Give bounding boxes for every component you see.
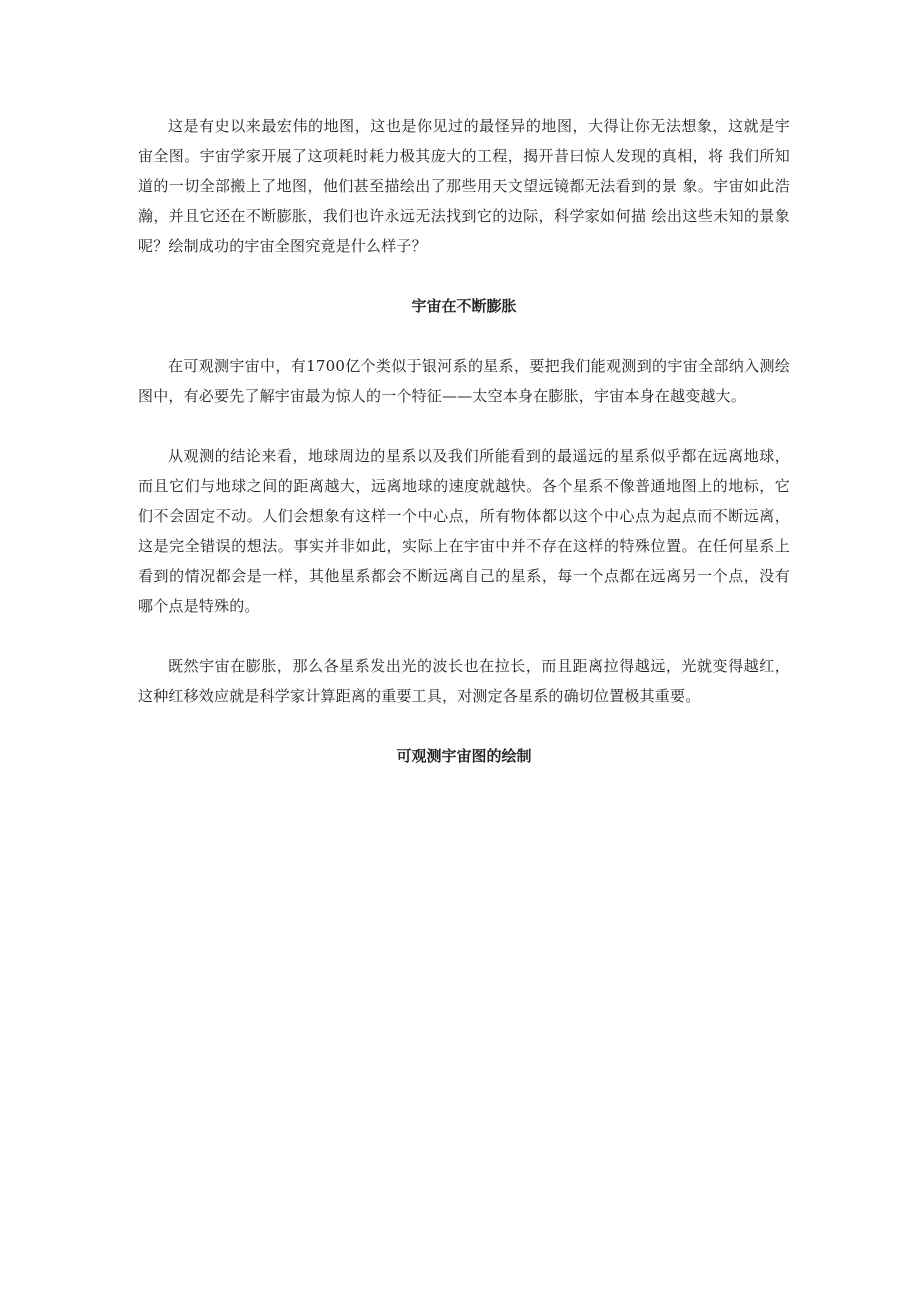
paragraph-redshift: 既然宇宙在膨胀，那么各星系发出光的波长也在拉长，而且距离拉得越远，光就变得越红，这种红移效应就是科学家计算距离的重要工具，对测定各星系的确切位置极其重要。 — [138, 657, 790, 705]
section-heading-mapping: 可观测宇宙图的绘制 — [396, 747, 532, 765]
document-body — [138, 111, 790, 801]
section-heading-expansion: 宇宙在不断膨胀 — [411, 297, 517, 315]
paragraph-galaxies-receding: 从观测的结论来看，地球周边的星系以及我们所能看到的最遥远的星系似乎都在远离地球，而且它们与地球之间的距离越大，远离地球的速度就越快。各个星系不像普通地图上的地标，它们不会固定不动。人们会想象有这样一个中心点，所有物体都以这个中心点为起点而不断远离，这是完全错误的想法。事实并非如此，实际上在宇宙中并不存在这样的特殊位置。在任何星系上看到的情况都会是一样，其他星系都会不断远离自己的星系，每一个点都在远离另一个点，没有哪个点是特殊的。 — [138, 447, 790, 615]
paragraph-observable-universe: 在可观测宇宙中，有1700亿个类似于银河系的星系，要把我们能观测到的宇宙全部纳入测绘图中，有必要先了解宇宙最为惊人的一个特征——太空本身在膨胀，宇宙本身在越变越大。 — [138, 357, 790, 405]
intro-paragraph: 这是有史以来最宏伟的地图，这也是你见过的最怪异的地图，大得让你无法想象，这就是宇宙全图。宇宙学家开展了这项耗时耗力极其庞大的工程，揭开昔曰惊人发现的真相，将 我们所知道的一切全部搬上了地图，他们甚至描绘出了那些用天文望远镜都无法看到的景 象。宇宙如此浩瀚，并且它还在不断膨胀，我们也许永远无法找到它的边际，科学家如何描 绘出这些未知的景象呢？绘制成功的宇宙全图究竟是什么样子？ — [138, 117, 790, 255]
